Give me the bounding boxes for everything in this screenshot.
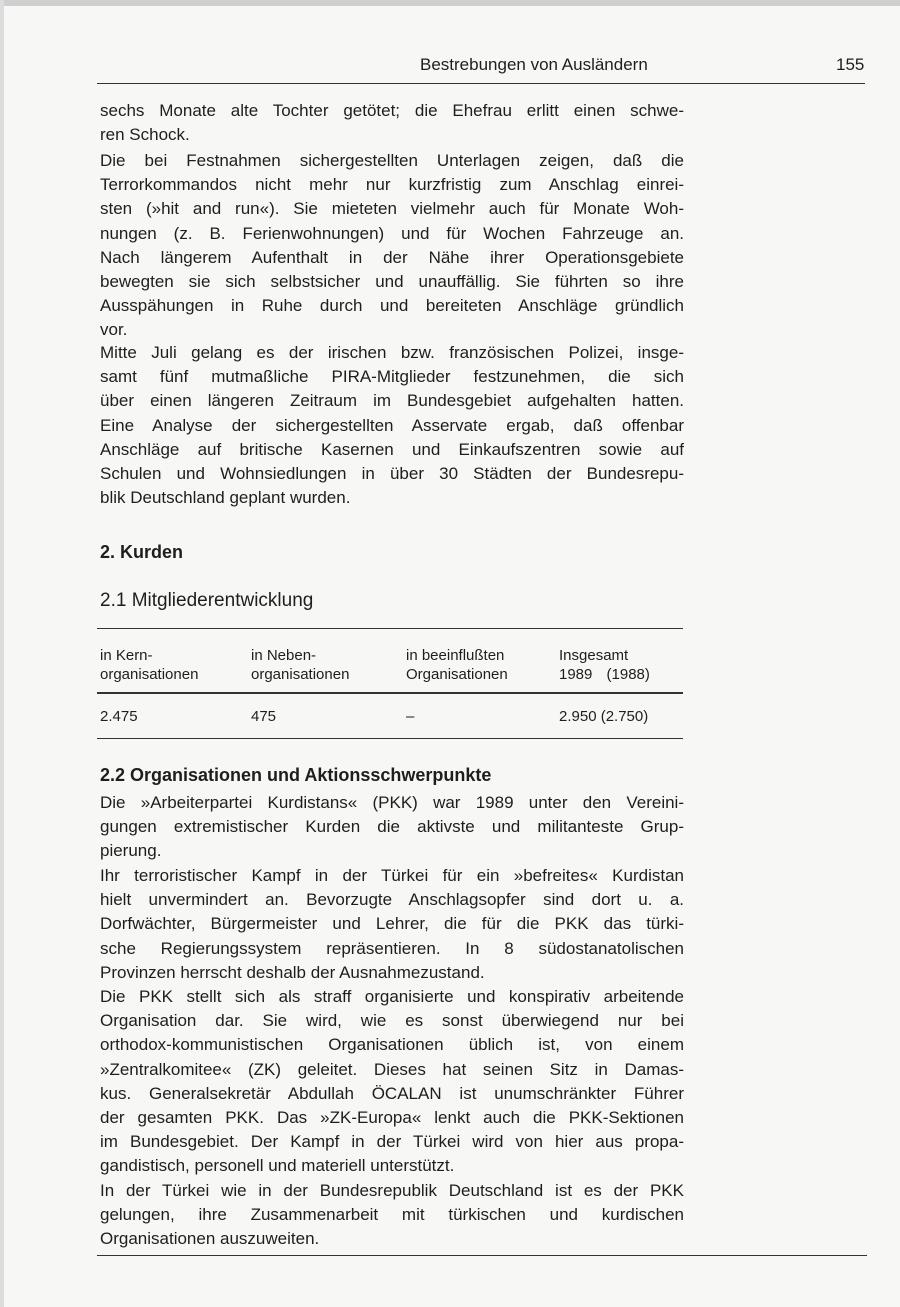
- text-line: ren Schock.: [100, 125, 190, 145]
- body-paragraph-4: [100, 1179, 684, 1252]
- text-line: orthodox-kommunistischen Organisationen üblich ist, von einem: [100, 1035, 684, 1055]
- table-header-rule: [97, 692, 683, 694]
- footer-rule: [97, 1255, 867, 1256]
- intro-paragraph-1: [100, 99, 684, 147]
- body-paragraph-1: [100, 791, 684, 864]
- section-heading: 2. Kurden: [100, 542, 184, 562]
- text-line: über einen längeren Zeitraum im Bundesgebiet aufgehalten hatten.: [100, 391, 684, 411]
- running-header-title: Bestrebungen von Ausländern: [420, 55, 648, 74]
- text-line: Die bei Festnahmen sichergestellten Unterlagen zeigen, daß die: [100, 151, 684, 170]
- page-number: 155: [836, 55, 865, 74]
- text-line: Nach längerem Aufenthalt in der Nähe ihrer Operationsgebiete: [100, 247, 684, 267]
- table-top-rule: [97, 628, 683, 629]
- text-line: Die »Arbeiterpartei Kurdistans« (PKK) war 1989 unter den Vereini-: [100, 793, 684, 812]
- text-line: Die PKK stellt sich als straff organisierte und konspirativ arbeitende: [100, 987, 684, 1006]
- text-line: Anschläge auf britische Kasernen und Einkaufszentren sowie auf: [100, 439, 684, 459]
- table-cell-core: 2.475: [100, 708, 138, 725]
- text-line: Provinzen herrscht deshalb der Ausnahmezustand.: [100, 962, 485, 982]
- table-cell-total: 2.950 (2.750): [559, 708, 649, 725]
- header-rule: [97, 83, 865, 84]
- text-line: Organisation dar. Sie wird, wie es sonst überwiegend nur bei: [100, 1011, 684, 1031]
- text-line: Eine Analyse der sichergestellten Asservate ergab, daß offenbar: [100, 415, 684, 435]
- text-line: gungen extremistischer Kurden die aktivste und militanteste Grup-: [100, 817, 684, 837]
- text-line: Ausspähungen in Ruhe durch und bereiteten Anschläge gründlich: [100, 296, 684, 316]
- table-header-influenced-orgs: in beeinflußten Organisationen: [406, 647, 508, 683]
- text-line: Organisationen auszuweiten.: [100, 1229, 320, 1249]
- body-paragraph-3: [100, 985, 684, 1179]
- subsection-heading-membership: 2.1 Mitgliederentwicklung: [100, 590, 314, 611]
- text-line: Ihr terroristischer Kampf in der Türkei für ein »befreites« Kurdistan: [100, 866, 684, 885]
- text-line: nungen (z. B. Ferienwohnungen) und für Wochen Fahrzeuge an.: [100, 223, 684, 243]
- table-header-total: Insgesamt 1989 (1988): [559, 647, 650, 683]
- text-line: sten (»hit and run«). Sie mieteten vielmehr auch für Monate Woh-: [100, 199, 684, 219]
- text-line: blik Deutschland geplant wurden.: [100, 488, 351, 508]
- table-header-core-orgs: in Kern- organisationen: [100, 647, 199, 683]
- table-header-side-orgs: in Neben- organisationen: [251, 647, 350, 683]
- table-bottom-rule: [97, 738, 683, 739]
- scan-edge-top: [0, 0, 900, 6]
- text-line: Terrorkommandos nicht mehr nur kurzfristig zum Anschlag einrei-: [100, 175, 684, 195]
- text-line: pierung.: [100, 841, 162, 861]
- text-line: hielt unvermindert an. Bevorzugte Anschlagsopfer sind dort u. a.: [100, 890, 684, 910]
- text-line: kus. Generalsekretär Abdullah ÖCALAN ist unumschränkter Führer: [100, 1083, 684, 1103]
- text-line: »Zentralkomitee« (ZK) geleitet. Dieses hat seinen Sitz in Damas-: [100, 1059, 684, 1079]
- subsection-heading-organisations: 2.2 Organisationen und Aktionsschwerpunkte: [100, 765, 492, 785]
- table-cell-side: 475: [251, 708, 277, 725]
- text-line: gandistisch, personell und materiell unterstützt.: [100, 1156, 455, 1176]
- text-line: sechs Monate alte Tochter getötet; die Ehefrau erlitt einen schwe-: [100, 101, 684, 120]
- text-line: der gesamten PKK. Das »ZK-Europa« lenkt auch die PKK-Sektionen: [100, 1107, 684, 1127]
- text-line: Schulen und Wohnsiedlungen in über 30 Städten der Bundesrepu-: [100, 463, 684, 483]
- text-line: vor.: [100, 320, 128, 340]
- body-paragraph-2: [100, 864, 684, 985]
- table-cell-influenced: –: [406, 708, 415, 725]
- text-line: gelungen, ihre Zusammenarbeit mit türkischen und kurdischen: [100, 1205, 684, 1225]
- text-line: sche Regierungssystem repräsentieren. In 8 südostanatolischen: [100, 938, 684, 958]
- scan-edge-left: [0, 0, 4, 1307]
- intro-paragraph-3: [100, 341, 684, 510]
- text-line: bewegten sie sich selbstsicher und unauffällig. Sie führten so ihre: [100, 271, 684, 291]
- text-line: Dorfwächter, Bürgermeister und Lehrer, die für die PKK das türki-: [100, 914, 684, 934]
- text-line: im Bundesgebiet. Der Kampf in der Türkei wird von hier aus propa-: [100, 1132, 684, 1152]
- text-line: Mitte Juli gelang es der irischen bzw. französischen Polizei, insge-: [100, 343, 684, 362]
- intro-paragraph-2: [100, 149, 684, 343]
- text-line: samt fünf mutmaßliche PIRA-Mitglieder festzunehmen, die sich: [100, 367, 684, 387]
- text-line: In der Türkei wie in der Bundesrepublik Deutschland ist es der PKK: [100, 1181, 684, 1200]
